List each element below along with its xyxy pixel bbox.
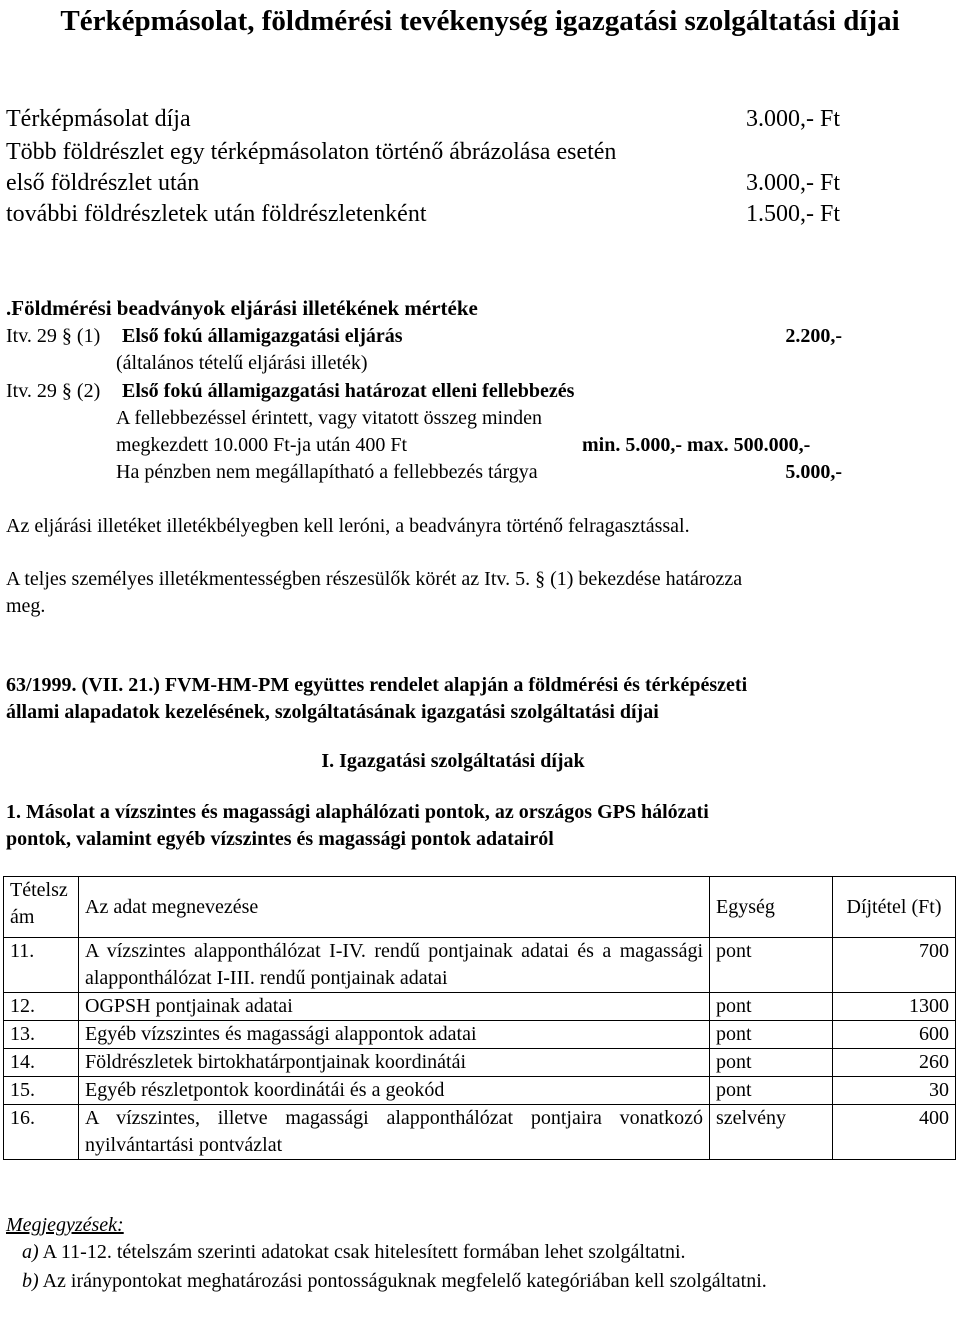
duty-item2-line1: A fellebbezéssel érintett, vagy vitatott összeg minden <box>116 407 542 429</box>
price-value-first: 3.000,- Ft <box>745 170 840 196</box>
row-fee: 30 <box>833 1077 956 1105</box>
decree-line1: 63/1999. (VII. 21.) FVM-HM-PM együttes rendelet alapján a földmérési és térképészeti <box>6 674 748 696</box>
row-fee: 700 <box>833 938 956 993</box>
duty-item2-line3: Ha pénzben nem megállapítható a fellebbezés tárgya <box>116 461 538 483</box>
header-fee: Díjtétel (Ft) <box>833 877 956 938</box>
row-unit: pont <box>710 1049 833 1077</box>
price-label-multi: Több földrészlet egy térképmásolaton történő ábrázolása esetén <box>6 139 617 165</box>
row-fee: 260 <box>833 1049 956 1077</box>
row-name: Egyéb vízszintes és magassági alappontok adatai <box>79 1021 710 1049</box>
duty-item1-title: Első fokú államigazgatási eljárás <box>122 325 403 347</box>
row-fee: 1300 <box>833 993 956 1021</box>
decree-line2: állami alapadatok kezelésének, szolgáltatásának igazgatási szolgáltatási díjai <box>6 701 659 723</box>
price-value-copy: 3.000,- Ft <box>745 106 840 132</box>
table-row <box>4 1105 956 1160</box>
table-row <box>4 1077 956 1105</box>
table-row <box>4 993 956 1021</box>
row-num: 12. <box>4 993 79 1021</box>
table-row <box>4 938 956 993</box>
row-unit: pont <box>710 1077 833 1105</box>
note-a <box>22 1241 686 1264</box>
row-name: Földrészletek birtokhatárpontjainak koordinátái <box>79 1049 710 1077</box>
subsection-line2: pontok, valamint egyéb vízszintes és magassági pontok adatairól <box>6 828 554 850</box>
row-fee: 400 <box>833 1105 956 1160</box>
note-b <box>22 1268 892 1295</box>
table-row <box>4 1049 956 1077</box>
price-value-further: 1.500,- Ft <box>745 201 840 227</box>
row-num: 16. <box>4 1105 79 1160</box>
note-b-marker: b) <box>22 1270 39 1292</box>
header-unit: Egység <box>710 877 833 938</box>
row-name: A vízszintes alapponthálózat I-IV. rendű pontjainak adatai és a magassági alapponthálózat I-III. rendű pontjainak adatai <box>79 938 710 993</box>
duty-item1-note: (általános tételű eljárási illeték) <box>116 352 368 374</box>
row-name: OGPSH pontjainak adatai <box>79 993 710 1021</box>
header-num: Tételszám <box>4 877 79 938</box>
row-unit: pont <box>710 993 833 1021</box>
subsection-line1: 1. Másolat a vízszintes és magassági alaphálózati pontok, az országos GPS hálózati <box>6 801 709 823</box>
stamp-paragraph: Az eljárási illetéket illetékbélyegben kell leróni, a beadványra történő felragasztással. <box>6 515 690 537</box>
row-fee: 600 <box>833 1021 956 1049</box>
duty-item1-ref: Itv. 29 § (1) <box>6 325 101 347</box>
row-num: 13. <box>4 1021 79 1049</box>
row-unit: pont <box>710 938 833 993</box>
duty-item2-amount3: 5.000,- <box>785 461 842 483</box>
duty-item2-minmax: min. 5.000,- max. 500.000,- <box>582 434 811 456</box>
row-unit: pont <box>710 1021 833 1049</box>
row-num: 11. <box>4 938 79 993</box>
row-num: 14. <box>4 1049 79 1077</box>
row-name: Egyéb részletpontok koordinátái és a geokód <box>79 1077 710 1105</box>
row-num: 15. <box>4 1077 79 1105</box>
duty-item1-amount: 2.200,- <box>785 325 842 347</box>
table-row <box>4 1021 956 1049</box>
section-heading: I. Igazgatási szolgáltatási díjak <box>321 750 585 772</box>
duty-item2-ref: Itv. 29 § (2) <box>6 380 101 402</box>
header-name: Az adat megnevezése <box>79 877 710 938</box>
duty-item2-line2: megkezdett 10.000 Ft-ja után 400 Ft <box>116 434 408 456</box>
note-a-text: A 11-12. tételszám szerinti adatokat csak hitelesített formában lehet szolgáltatni. <box>42 1241 686 1263</box>
fee-table <box>3 876 956 1160</box>
exemption-line2: meg. <box>6 595 46 617</box>
row-name: A vízszintes, illetve magassági alapponthálózat pontjaira vonatkozó nyilvántartási pontvázlat <box>79 1105 710 1160</box>
exemption-line1: A teljes személyes illetékmentességben részesülők körét az Itv. 5. § (1) bekezdése határozza <box>6 568 743 590</box>
price-label-copy: Térképmásolat díja <box>6 106 191 132</box>
note-b-text: Az iránypontokat meghatározási pontosságuknak megfelelő kategóriában kell szolgáltatni. <box>42 1270 767 1292</box>
note-a-marker: a) <box>22 1241 39 1263</box>
duty-item2-title: Első fokú államigazgatási határozat elleni fellebbezés <box>122 380 575 402</box>
table-header-row <box>4 877 956 938</box>
price-label-further: további földrészletek után földrészletenként <box>6 201 427 227</box>
notes-heading: Megjegyzések: <box>6 1214 124 1236</box>
page-title: Térképmásolat, földmérési tevékenység igazgatási szolgáltatási díjai <box>60 5 900 37</box>
price-label-first: első földrészlet után <box>6 170 200 196</box>
row-unit: szelvény <box>710 1105 833 1160</box>
duty-heading: .Földmérési beadványok eljárási illetékének mértéke <box>6 296 478 320</box>
